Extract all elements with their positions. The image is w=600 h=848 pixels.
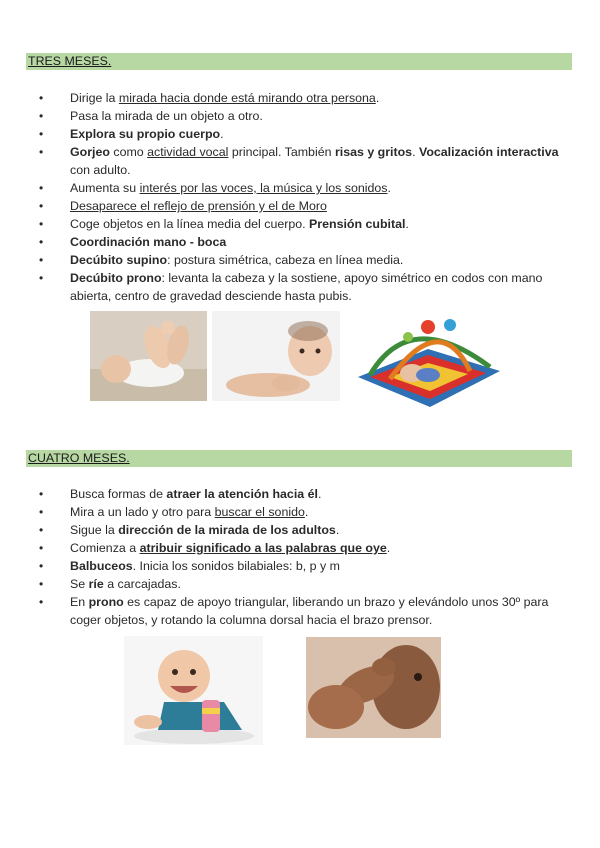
bullet-text-run: Mira a un lado y otro para	[70, 505, 215, 519]
bullet-text-run: Pasa la mirada de un objeto a otro.	[70, 109, 263, 123]
bullet-text-run: Vocalización interactiva	[418, 145, 559, 159]
bullet-text-run: ríe	[88, 577, 104, 591]
bullet-dot: •	[39, 577, 44, 591]
bullet-dot: •	[39, 109, 44, 123]
bullet-text-run: : levanta la cabeza y la sostiene, apoyo simétrico en codos con mano abierta, centro de gravedad desciende hasta pubis.	[70, 271, 543, 303]
bullet-text-run: Comienza a	[70, 541, 140, 555]
bullet-text-run: con adulto.	[70, 163, 131, 177]
bullet-text-run: Sigue la	[70, 523, 119, 537]
bullet-text-run: .	[375, 91, 380, 105]
bullet-text-run: es capaz de apoyo triangular, liberando un brazo y elevándolo unos 30º para coger objetos, y rotando la columna dorsal hacia el brazo prensor.	[70, 595, 549, 627]
bullet-text-run: buscar el sonido	[214, 505, 305, 519]
section-heading-text: TRES MESES.	[28, 54, 112, 68]
bullet-text-run: atribuir significado a las palabras que oye	[139, 541, 387, 555]
bullet-dot: •	[39, 595, 44, 609]
bullet-text-run: Gorjeo	[70, 145, 110, 159]
baby-hand-mouth-photo	[306, 637, 441, 738]
bullet-item	[26, 593, 576, 629]
bullet-item	[26, 233, 576, 251]
bullet-item	[26, 521, 576, 539]
bullet-dot: •	[39, 523, 44, 537]
bullet-dot: •	[39, 199, 44, 213]
bullet-item	[26, 197, 576, 215]
bullet-item	[26, 539, 576, 557]
baby-play-gym-photo	[350, 307, 506, 413]
bullet-item	[26, 575, 576, 593]
bullet-text-run: .	[405, 217, 409, 231]
bullet-item	[26, 485, 576, 503]
bullet-text-run: prono	[88, 595, 124, 609]
bullet-dot: •	[39, 505, 44, 519]
bullet-text-run: Busca formas de	[70, 487, 167, 501]
bullet-text-run: risas y gritos	[334, 145, 413, 159]
bullet-text-run: Balbuceos	[70, 559, 133, 573]
bullet-text-run: .	[386, 541, 391, 555]
bullet-text-run: actividad vocal	[147, 145, 229, 159]
bullet-text-run: Decúbito prono	[70, 271, 162, 285]
bullet-text-run: Aumenta su	[70, 181, 140, 195]
bullet-text-run: Prensión cubital	[309, 217, 406, 231]
bullet-text-run: .	[304, 505, 309, 519]
bullet-text-run: .	[335, 523, 340, 537]
bullet-text-run: .	[220, 127, 224, 141]
bullet-text-run: Decúbito supino	[70, 253, 168, 267]
bullet-text-run: .	[412, 145, 419, 159]
bullet-text-run: Coordinación mano - boca	[70, 235, 227, 249]
bullet-text-run: En	[70, 595, 89, 609]
bullet-item	[26, 269, 576, 305]
bullet-list-tres-meses	[26, 89, 576, 305]
bullet-text-run: mirada hacia donde está mirando otra persona	[118, 91, 376, 105]
bullet-text-run: Explora su propio cuerpo	[70, 127, 221, 141]
bullet-text-run: Desaparece el reflejo de prensión y el de Moro	[70, 199, 327, 213]
bullet-item	[26, 215, 576, 233]
bullet-text-run: Coge objetos en la línea media del cuerpo.	[70, 217, 310, 231]
bullet-dot: •	[39, 487, 44, 501]
bullet-text-run: .	[317, 487, 322, 501]
bullet-list-cuatro-meses	[26, 485, 576, 629]
bullet-item	[26, 251, 576, 269]
bullet-dot: •	[39, 235, 44, 249]
bullet-dot: •	[39, 559, 44, 573]
bullet-dot: •	[39, 127, 44, 141]
bullet-item	[26, 557, 576, 575]
bullet-item	[26, 89, 576, 107]
bullet-text-run: dirección de la mirada de los adultos	[118, 523, 336, 537]
bullet-text-run: . Inicia los sonidos bilabiales: b, p y m	[132, 559, 340, 573]
bullet-text-run: principal. También	[228, 145, 335, 159]
bullet-text-run: Se	[70, 577, 89, 591]
baby-supine-photo	[90, 311, 207, 401]
bullet-text-run: interés por las voces, la música y los sonidos	[139, 181, 388, 195]
bullet-dot: •	[39, 145, 44, 159]
bullet-text-run: : postura simétrica, cabeza en línea media.	[167, 253, 404, 267]
baby-prone-photo	[212, 311, 340, 401]
bullet-item	[26, 107, 576, 125]
baby-laughing-toy-photo	[124, 636, 263, 745]
bullet-text-run: a carcajadas.	[103, 577, 181, 591]
bullet-item	[26, 143, 576, 179]
bullet-text-run: atraer la atención hacia él	[166, 487, 318, 501]
bullet-text-run: .	[387, 181, 391, 195]
bullet-dot: •	[39, 541, 44, 555]
section-heading-text: CUATRO MESES.	[28, 451, 130, 465]
bullet-dot: •	[39, 253, 44, 267]
bullet-item	[26, 503, 576, 521]
bullet-item	[26, 125, 576, 143]
bullet-dot: •	[39, 271, 44, 285]
bullet-text-run: Dirige la	[70, 91, 119, 105]
section-heading-tres-meses	[26, 53, 572, 70]
bullet-dot: •	[39, 181, 44, 195]
section-heading-cuatro-meses	[26, 450, 572, 467]
bullet-item	[26, 179, 576, 197]
bullet-dot: •	[39, 91, 44, 105]
bullet-dot: •	[39, 217, 44, 231]
bullet-text-run: como	[109, 145, 148, 159]
